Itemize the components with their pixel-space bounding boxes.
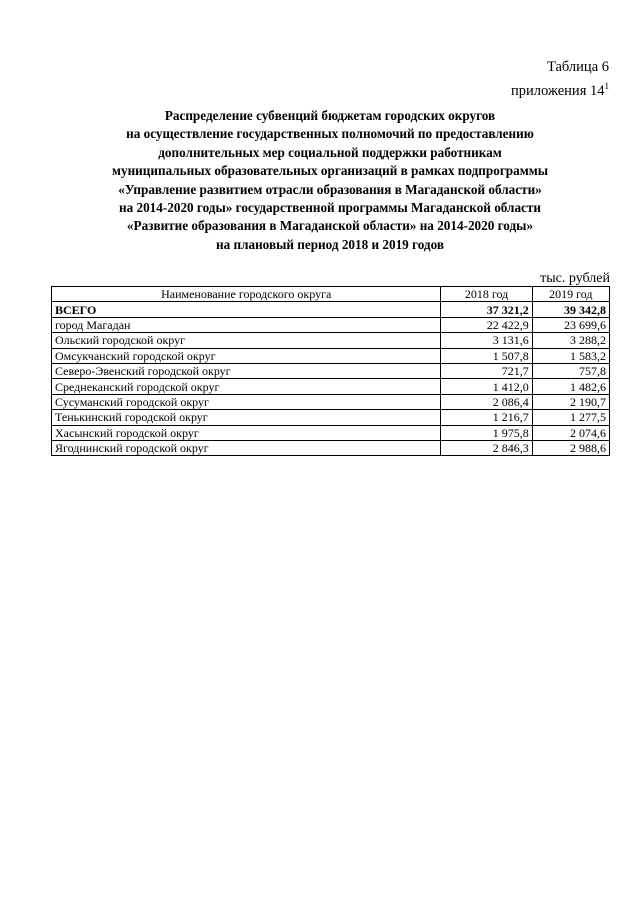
title-line-1: Распределение субвенций бюджетам городских округов (164, 108, 496, 123)
cell-2019: 757,8 (532, 363, 609, 378)
cell-name: Ягоднинский городской округ (52, 440, 441, 455)
cell-2018: 1 216,7 (441, 410, 532, 425)
cell-name: Среднеканский городской округ (52, 379, 441, 394)
cell-2018: 1 975,8 (441, 425, 532, 440)
cell-2018: 37 321,2 (441, 302, 532, 317)
cell-2019: 1 482,6 (532, 379, 609, 394)
table-label: Таблица 6 (546, 59, 609, 75)
cell-name: Хасынский городской округ (52, 425, 441, 440)
cell-2018: 3 131,6 (441, 333, 532, 348)
cell-name: Ольский городской округ (52, 333, 441, 348)
title-line-5: «Управление развитием отрасли образования в Магаданской области» (118, 181, 542, 197)
title-line-2: на осуществление государственных полномочий по предоставлению (126, 126, 534, 142)
table-row (52, 317, 610, 332)
title-line-7: «Развитие образования в Магаданской области» на 2014-2020 годы» (126, 218, 534, 234)
table-row (52, 440, 610, 455)
cell-name: Тенькинский городской округ (52, 410, 441, 425)
unit-label: тыс. рублей (540, 271, 610, 286)
column-header-2018: 2018 год (441, 287, 532, 302)
cell-name: Омсукчанский городской округ (52, 348, 441, 363)
cell-2019: 3 288,2 (532, 333, 609, 348)
table-row (52, 425, 610, 440)
table-row (52, 379, 610, 394)
table-header-row (52, 287, 610, 302)
table-row (52, 363, 610, 378)
table-row (52, 410, 610, 425)
appendix-superscript: 1 (604, 81, 609, 91)
cell-2018: 1 507,8 (441, 348, 532, 363)
cell-2019: 2 074,6 (532, 425, 609, 440)
table-row (52, 348, 610, 363)
cell-2018: 22 422,9 (441, 317, 532, 332)
table-reference (511, 58, 609, 101)
cell-2018: 721,7 (441, 363, 532, 378)
title-line-8: на плановый период 2018 и 2019 годов (216, 236, 444, 252)
title-line-3: дополнительных мер социальной поддержки работникам (158, 144, 502, 160)
table-row (52, 394, 610, 409)
title-line-6: на 2014-2020 годы» государственной программы Магаданской области (119, 200, 541, 216)
table-row-total (52, 302, 610, 317)
cell-name: ВСЕГО (52, 302, 441, 317)
cell-name: Северо-Эвенский городской округ (52, 363, 441, 378)
column-header-name: Наименование городского округа (52, 287, 441, 302)
table-row (52, 333, 610, 348)
appendix-label (511, 77, 609, 101)
column-header-2019: 2019 год (532, 287, 609, 302)
title-line-4: муниципальных образовательных организаций в рамках подпрограммы (112, 163, 548, 179)
cell-name: город Магадан (52, 317, 441, 332)
cell-2018: 2 086,4 (441, 394, 532, 409)
cell-2019: 2 988,6 (532, 440, 609, 455)
cell-2019: 2 190,7 (532, 394, 609, 409)
cell-2019: 1 277,5 (532, 410, 609, 425)
cell-name: Сусуманский городской округ (52, 394, 441, 409)
cell-2019: 1 583,2 (532, 348, 609, 363)
cell-2018: 1 412,0 (441, 379, 532, 394)
cell-2019: 23 699,6 (532, 317, 609, 332)
appendix-text: приложения 14 (511, 83, 605, 99)
subsidy-table (51, 286, 610, 456)
document-title (40, 107, 620, 254)
cell-2018: 2 846,3 (441, 440, 532, 455)
cell-2019: 39 342,8 (532, 302, 609, 317)
